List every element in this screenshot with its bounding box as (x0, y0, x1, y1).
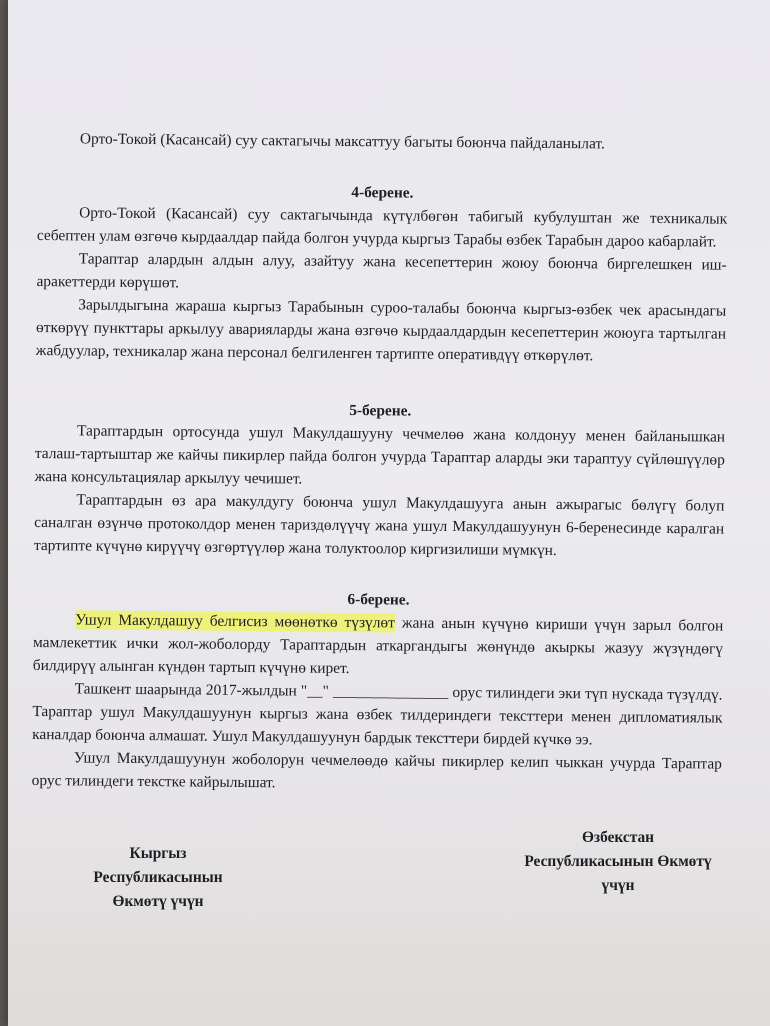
article-5-heading: 5-берене. (349, 402, 412, 420)
document-page (8, 0, 770, 1026)
document-body (32, 127, 728, 799)
article-6-paragraph-1 (33, 608, 724, 684)
article-4-heading: 4-берене. (351, 184, 414, 202)
kyrgyz-signature-line-3: Өкмөтү үчүн (112, 893, 204, 910)
kyrgyz-signature-block (63, 842, 253, 914)
kyrgyz-signature-line-1: Кыргыз (129, 845, 187, 862)
article-5-paragraph-2: Тараптардын өз ара макулдугу боюнча ушул Макулдашууга анын ажырагыс бөлүгү болуп саналган өзүнчө протоколдор менен тариздөлүүчү жана ушул Макулдашуунун 6-беренесинде каралган тартипте күчүнө кирүүчү өзгөртүүлөр жана толуктоолор киргизилиши мүмкүн. (33, 491, 725, 559)
article-6-paragraph-1-rest: жана анын күчүнө кириши үчүн зарыл болгон мамлекеттик ички жол-жоболорду Тараптардын аткаргандыгы жөнүндө акыркы жазуу жүзүндөгү билдирүү алынган күндөн тартып күчүнө кирет. (32, 614, 724, 678)
article-4-paragraph-1: Орто-Токой (Касансай) суу сактагычында күтүлбөгөн табигый кубулуштан же техникалык себептен улам өзгөчө кырдаалдар пайда болгон учурда кыргыз Тарабы өзбек Тарабын дароо кабарлайт. (36, 204, 728, 251)
article-5-paragraph-1: Тараптардын ортосунда ушул Макулдашууну чечмелөө жана колдонуу менен байланышкан талаш-тартыштар же кайчы пикирлер пайда болгон учурда Тараптар аларды эки тараптуу сүйлөшүүлөр жана консультациялар аркылуу чечишет. (34, 422, 726, 488)
uzbek-signature-line-2: Республикасынын Өкмөтү (524, 853, 712, 870)
article-6-paragraph-2: Ташкент шаарында 2017-жылдын "__" _______________ орус тилиндеги эки түп нускада түзүлдү. Тараптар ушул Макулдашуунун кыргыз жана өзбек тилдериндеги тексттери менен дипломатиялык каналдар боюнча алмашат. Ушул Макулдашуунун бардык тексттери бирдей күчкө ээ. (32, 680, 723, 749)
article-4-paragraph-2: Тараптар алардын алдын алуу, азайтуу жана кесепеттерин жоюу боюнча биргелешкен иш-аракеттерди көрүшөт. (36, 250, 727, 292)
intro-paragraph: Орто-Токой (Касансай) суу сактагычы максаттуу багыты боюнча пайдаланылат. (79, 130, 605, 153)
highlighted-text: Ушул Макулдашуу белгисиз мөөнөткө түзүлөт (75, 611, 395, 632)
uzbek-signature-line-3: үчүн (601, 877, 635, 894)
article-4-paragraph-3: Зарылдыгына жараша кыргыз Тарабынын суроо-талабы боюнча кыргыз-өзбек чек арасындагы өткөрүү пункттары аркылуу аварияларды жана өзгөчө кырдаалдардын кесепеттерин жоюуга тартылган жабдуулар, техникалар жана персонал белгиленген тартипте оперативдүү өткөрүлөт. (35, 296, 727, 365)
uzbek-signature-line-1: Өзбекстан (581, 829, 655, 846)
uzbek-signature-block (498, 826, 738, 898)
article-6-paragraph-3: Ушул Макулдашуунун жоболорун чечмелөөдө кайчы пикирлер келип чыккан учурда Тараптар орус тилиндеги текстке кайрылышат. (31, 749, 722, 792)
kyrgyz-signature-line-2: Республикасынын (93, 869, 223, 886)
article-6-heading: 6-берене. (347, 590, 410, 609)
